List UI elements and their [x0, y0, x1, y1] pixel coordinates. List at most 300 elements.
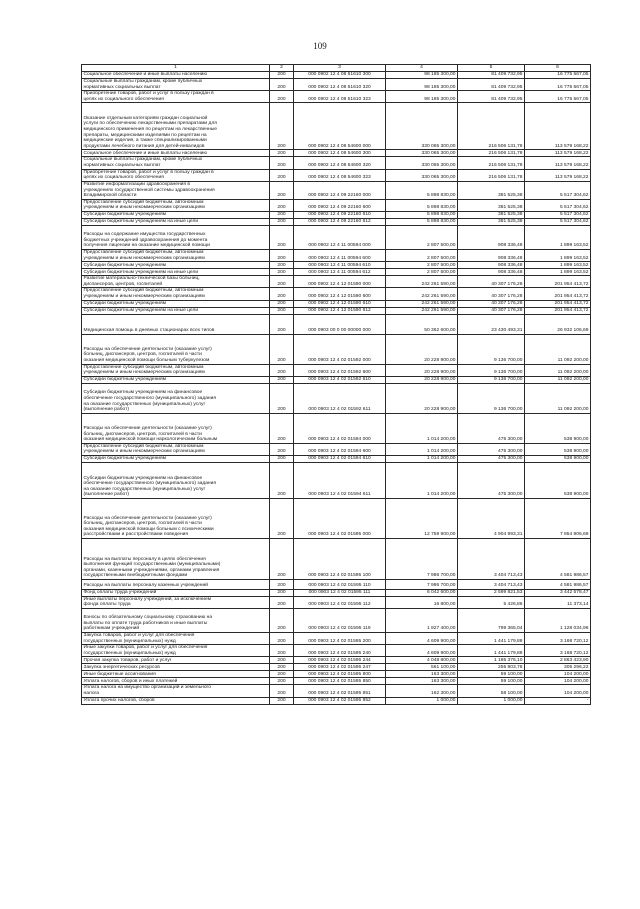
- unexecuted-amount-cell: 26 932 106,69: [525, 314, 591, 334]
- unexecuted-amount-cell: 3 168 720,12: [525, 633, 591, 645]
- classification-code-cell: 000 0903 12 4 02 01595 852: [294, 697, 386, 704]
- executed-amount-cell: 81 409 732,95: [458, 91, 525, 103]
- approved-amount-cell: 98 185 300,00: [386, 91, 458, 103]
- table-row: [82, 664, 591, 671]
- executed-amount-cell: 9 136 700,00: [458, 334, 525, 364]
- table-row: [82, 91, 591, 103]
- executed-amount-cell: 216 506 131,78: [458, 169, 525, 181]
- approved-amount-cell: 5 898 830,00: [386, 211, 458, 218]
- code-line-cell: 200: [270, 269, 294, 276]
- table-row: [82, 249, 591, 261]
- unexecuted-amount-cell: 104 200,00: [525, 678, 591, 685]
- unexecuted-amount-cell: 538 900,00: [525, 443, 591, 455]
- approved-amount-cell: 20 228 900,00: [386, 364, 458, 376]
- table-row: [82, 288, 591, 300]
- table-row: [82, 157, 591, 169]
- classification-code-cell: 000 0903 12 4 02 01595 247: [294, 664, 386, 671]
- executed-amount-cell: 40 307 176,28: [458, 288, 525, 300]
- executed-amount-cell: 5 426,86: [458, 596, 525, 608]
- unexecuted-amount-cell: 201 954 413,72: [525, 288, 591, 300]
- executed-amount-cell: 1 441 179,88: [458, 645, 525, 657]
- classification-code-cell: 000 0903 12 4 02 01595 110: [294, 579, 386, 589]
- item-name-cell: Предоставление субсидий бюджетным, автономным учреждениям и иным некоммерческим организациям: [82, 443, 270, 455]
- approved-amount-cell: 2 807 500,00: [386, 249, 458, 261]
- code-line-cell: 200: [270, 262, 294, 269]
- table-row: [82, 579, 591, 589]
- code-line-cell: 200: [270, 538, 294, 579]
- code-line-cell: 200: [270, 498, 294, 538]
- approved-amount-cell: 330 065 300,00: [386, 169, 458, 181]
- item-name-cell: Предоставление субсидий бюджетным, автономным учреждениям и иным некоммерческим организациям: [82, 364, 270, 376]
- table-row: [82, 538, 591, 579]
- approved-amount-cell: 2 807 500,00: [386, 262, 458, 269]
- executed-amount-cell: 59 100,00: [458, 671, 525, 678]
- item-name-cell: Субсидии бюджетным учреждениям на иные цели: [82, 307, 270, 314]
- unexecuted-amount-cell: 201 954 413,72: [525, 307, 591, 314]
- table-row: [82, 671, 591, 678]
- item-name-cell: Предоставление субсидий бюджетным, автономным учреждениям и иным некоммерческим организациям: [82, 249, 270, 261]
- classification-code-cell: 000 0902 12 4 09 22160 610: [294, 211, 386, 218]
- code-line-cell: 200: [270, 609, 294, 633]
- executed-amount-cell: 1 441 179,88: [458, 633, 525, 645]
- approved-amount-cell: 4 048 800,00: [386, 657, 458, 664]
- executed-amount-cell: 475 300,00: [458, 462, 525, 498]
- executed-amount-cell: 9 136 700,00: [458, 383, 525, 413]
- unexecuted-amount-cell: 113 579 168,22: [525, 169, 591, 181]
- classification-code-cell: 000 0903 12 4 02 01595 000: [294, 498, 386, 538]
- code-line-cell: 200: [270, 685, 294, 697]
- approved-amount-cell: 6 042 600,00: [386, 589, 458, 596]
- approved-amount-cell: 16 800,00: [386, 596, 458, 608]
- item-name-cell: Субсидии бюджетным учреждениям на иные цели: [82, 218, 270, 225]
- executed-amount-cell: 81 409 732,95: [458, 72, 525, 79]
- approved-amount-cell: 50 362 600,00: [386, 314, 458, 334]
- code-line-cell: 200: [270, 462, 294, 498]
- approved-amount-cell: 1 927 400,00: [386, 609, 458, 633]
- executed-amount-cell: 475 300,00: [458, 443, 525, 455]
- table-row: [82, 383, 591, 413]
- unexecuted-amount-cell: 1 128 034,96: [525, 609, 591, 633]
- approved-amount-cell: 5 898 830,00: [386, 181, 458, 199]
- unexecuted-amount-cell: 1 899 163,52: [525, 269, 591, 276]
- unexecuted-amount-cell: 201 954 413,72: [525, 300, 591, 307]
- classification-code-cell: 000 0903 12 4 02 01595 851: [294, 685, 386, 697]
- unexecuted-amount-cell: 16 775 567,05: [525, 91, 591, 103]
- item-name-cell: Предоставление субсидий бюджетным, автономным учреждениям и иным некоммерческим организациям: [82, 199, 270, 211]
- code-line-cell: 200: [270, 413, 294, 443]
- item-name-cell: Иные выплаты персоналу учреждений, за исключением фонда оплаты труда: [82, 596, 270, 608]
- unexecuted-amount-cell: 7 854 906,69: [525, 498, 591, 538]
- classification-code-cell: 000 0903 12 4 02 01592 610: [294, 376, 386, 383]
- table-row: [82, 199, 591, 211]
- item-name-cell: Социальные выплаты гражданам, кроме публичных нормативных социальных выплат: [82, 79, 270, 91]
- approved-amount-cell: 163 300,00: [386, 671, 458, 678]
- item-name-cell: Социальные выплаты гражданам, кроме публичных нормативных социальных выплат: [82, 157, 270, 169]
- item-name-cell: Уплата налога на имущество организаций и земельного налога: [82, 685, 270, 697]
- table-row: [82, 211, 591, 218]
- classification-code-cell: 000 0902 12 4 09 22160 600: [294, 199, 386, 211]
- code-line-cell: 200: [270, 72, 294, 79]
- classification-code-cell: 000 0903 12 4 02 01594 611: [294, 462, 386, 498]
- classification-code-cell: 000 0902 12 4 12 01590 600: [294, 288, 386, 300]
- item-name-cell: Закупка товаров, работ и услуг для обеспечения государственных (муниципальных) нужд: [82, 633, 270, 645]
- table-row: [82, 269, 591, 276]
- approved-amount-cell: 330 065 300,00: [386, 103, 458, 150]
- approved-amount-cell: 242 261 590,00: [386, 307, 458, 314]
- executed-amount-cell: 58 100,00: [458, 685, 525, 697]
- item-name-cell: Субсидии бюджетным учреждениям на финансовое обеспечение государственного (муниципального) задания на оказание государственных (муниципальных) услуг (выполнение работ): [82, 383, 270, 413]
- table-row: [82, 72, 591, 79]
- unexecuted-amount-cell: 2 863 423,90: [525, 657, 591, 664]
- executed-amount-cell: 216 506 131,78: [458, 157, 525, 169]
- classification-code-cell: 000 0902 12 4 12 01590 610: [294, 300, 386, 307]
- item-name-cell: Субсидии бюджетным учреждениям: [82, 455, 270, 462]
- table-row: [82, 657, 591, 664]
- unexecuted-amount-cell: 11 092 200,00: [525, 383, 591, 413]
- item-name-cell: Приобретение товаров, работ и услуг в пользу граждан в целях их социального обеспечения: [82, 169, 270, 181]
- table-row: [82, 697, 591, 704]
- budget-table-body: [82, 65, 591, 705]
- executed-amount-cell: 908 336,48: [458, 225, 525, 249]
- approved-amount-cell: 1 014 200,00: [386, 413, 458, 443]
- code-line-cell: 200: [270, 383, 294, 413]
- approved-amount-cell: 5 898 830,00: [386, 218, 458, 225]
- header-cell-3: 3: [294, 65, 386, 72]
- approved-amount-cell: 12 759 900,00: [386, 498, 458, 538]
- executed-amount-cell: 908 336,48: [458, 249, 525, 261]
- unexecuted-amount-cell: 305 296,22: [525, 664, 591, 671]
- header-cell-6: 6: [525, 65, 591, 72]
- executed-amount-cell: 40 307 176,28: [458, 276, 525, 288]
- code-line-cell: 200: [270, 199, 294, 211]
- unexecuted-amount-cell: 4 581 986,57: [525, 538, 591, 579]
- unexecuted-amount-cell: 5 517 304,62: [525, 211, 591, 218]
- executed-amount-cell: 81 409 732,95: [458, 79, 525, 91]
- item-name-cell: Расходы на содержание имущества государственных бюджетных учреждений здравоохранения до момента получения лицензии на оказание медицинской помощи: [82, 225, 270, 249]
- item-name-cell: Уплата налогов, сборов и иных платежей: [82, 678, 270, 685]
- unexecuted-amount-cell: 11 092 200,00: [525, 364, 591, 376]
- item-name-cell: Социальное обеспечение и иные выплаты населению: [82, 72, 270, 79]
- code-line-cell: 200: [270, 596, 294, 608]
- executed-amount-cell: 475 300,00: [458, 413, 525, 443]
- table-row: [82, 79, 591, 91]
- classification-code-cell: 000 0903 12 4 02 01594 000: [294, 413, 386, 443]
- code-line-cell: 200: [270, 455, 294, 462]
- table-row: [82, 169, 591, 181]
- approved-amount-cell: 20 228 900,00: [386, 383, 458, 413]
- classification-code-cell: 000 0902 12 4 11 00594 612: [294, 269, 386, 276]
- classification-code-cell: 000 0903 12 4 02 01592 600: [294, 364, 386, 376]
- executed-amount-cell: 1 185 376,10: [458, 657, 525, 664]
- table-row: [82, 678, 591, 685]
- code-line-cell: 200: [270, 79, 294, 91]
- table-header-row: [82, 65, 591, 72]
- code-line-cell: 200: [270, 211, 294, 218]
- classification-code-cell: 000 0903 12 4 02 01594 610: [294, 455, 386, 462]
- classification-code-cell: 000 0902 12 4 08 54600 300: [294, 150, 386, 157]
- classification-code-cell: 000 0903 12 4 02 01595 240: [294, 645, 386, 657]
- code-line-cell: 200: [270, 645, 294, 657]
- classification-code-cell: 000 0903 12 4 02 01595 850: [294, 678, 386, 685]
- item-name-cell: Расходы на обеспечение деятельности (оказание услуг) больниц, диспансеров, центров, госпиталей в части оказания медицинской помощи больным туберкулезом: [82, 334, 270, 364]
- approved-amount-cell: 4 609 900,00: [386, 645, 458, 657]
- classification-code-cell: 000 0902 12 4 08 54600 000: [294, 103, 386, 150]
- item-name-cell: Субсидии бюджетным учреждениям: [82, 262, 270, 269]
- item-name-cell: Уплата прочих налогов, сборов: [82, 697, 270, 704]
- table-row: [82, 218, 591, 225]
- code-line-cell: 200: [270, 664, 294, 671]
- approved-amount-cell: 163 300,00: [386, 678, 458, 685]
- unexecuted-amount-cell: 5 517 304,62: [525, 181, 591, 199]
- code-line-cell: 200: [270, 307, 294, 314]
- table-row: [82, 334, 591, 364]
- unexecuted-amount-cell: 3 168 720,12: [525, 645, 591, 657]
- approved-amount-cell: 2 807 500,00: [386, 269, 458, 276]
- table-row: [82, 645, 591, 657]
- unexecuted-amount-cell: 11 092 200,00: [525, 334, 591, 364]
- approved-amount-cell: 330 065 300,00: [386, 157, 458, 169]
- item-name-cell: Расходы на выплаты персоналу в целях обеспечения выполнения функций государственными (муниципальными) органами, казенными учреждениями, органами управления государственными внебюджетными фондами: [82, 538, 270, 579]
- code-line-cell: 200: [270, 443, 294, 455]
- code-line-cell: 200: [270, 181, 294, 199]
- table-row: [82, 314, 591, 334]
- unexecuted-amount-cell: 113 579 168,22: [525, 103, 591, 150]
- table-row: [82, 181, 591, 199]
- header-cell-4: 4: [386, 65, 458, 72]
- table-row: [82, 225, 591, 249]
- classification-code-cell: 000 0903 12 4 02 01592 000: [294, 334, 386, 364]
- unexecuted-amount-cell: 16 775 567,05: [525, 79, 591, 91]
- code-line-cell: 200: [270, 589, 294, 596]
- classification-code-cell: 000 0902 12 4 09 22160 000: [294, 181, 386, 199]
- approved-amount-cell: 1 000,00: [386, 697, 458, 704]
- classification-code-cell: 000 0903 12 4 02 01594 600: [294, 443, 386, 455]
- header-cell-2: 2: [270, 65, 294, 72]
- classification-code-cell: 000 0903 00 0 00 00000 000: [294, 314, 386, 334]
- table-row: [82, 300, 591, 307]
- code-line-cell: 200: [270, 249, 294, 261]
- classification-code-cell: 000 0902 12 4 08 51610 320: [294, 79, 386, 91]
- table-row: [82, 633, 591, 645]
- code-line-cell: 200: [270, 276, 294, 288]
- unexecuted-amount-cell: 113 579 168,22: [525, 157, 591, 169]
- executed-amount-cell: 475 300,00: [458, 455, 525, 462]
- header-cell-1: 1: [82, 65, 270, 72]
- unexecuted-amount-cell: -: [525, 697, 591, 704]
- classification-code-cell: 000 0902 12 4 12 01590 612: [294, 307, 386, 314]
- item-name-cell: Развитие информатизации здравоохранения в учреждениях государственной системы здравоохранения Владимирской области: [82, 181, 270, 199]
- code-line-cell: 200: [270, 376, 294, 383]
- table-row: [82, 589, 591, 596]
- executed-amount-cell: 40 307 176,28: [458, 307, 525, 314]
- unexecuted-amount-cell: 11 373,14: [525, 596, 591, 608]
- table-row: [82, 276, 591, 288]
- unexecuted-amount-cell: 538 900,00: [525, 455, 591, 462]
- table-row: [82, 413, 591, 443]
- executed-amount-cell: 381 525,38: [458, 218, 525, 225]
- code-line-cell: 200: [270, 657, 294, 664]
- item-name-cell: Прочая закупка товаров, работ и услуг: [82, 657, 270, 664]
- unexecuted-amount-cell: 538 900,00: [525, 462, 591, 498]
- item-name-cell: Развитие материально-технической базы больниц, диспансеров, центров, госпиталей: [82, 276, 270, 288]
- table-row: [82, 307, 591, 314]
- approved-amount-cell: 20 228 900,00: [386, 334, 458, 364]
- unexecuted-amount-cell: 1 899 163,52: [525, 225, 591, 249]
- classification-code-cell: 000 0902 12 4 11 00594 610: [294, 262, 386, 269]
- executed-amount-cell: 9 136 700,00: [458, 376, 525, 383]
- classification-code-cell: 000 0903 12 4 02 01595 111: [294, 589, 386, 596]
- executed-amount-cell: 59 100,00: [458, 678, 525, 685]
- code-line-cell: 200: [270, 334, 294, 364]
- classification-code-cell: 000 0903 12 4 02 01595 244: [294, 657, 386, 664]
- approved-amount-cell: 2 807 500,00: [386, 225, 458, 249]
- table-row: [82, 150, 591, 157]
- classification-code-cell: 000 0903 12 4 02 01595 100: [294, 538, 386, 579]
- table-row: [82, 103, 591, 150]
- unexecuted-amount-cell: 538 900,00: [525, 413, 591, 443]
- item-name-cell: Субсидии бюджетным учреждениям: [82, 211, 270, 218]
- item-name-cell: Иные бюджетные ассигнования: [82, 671, 270, 678]
- unexecuted-amount-cell: 104 200,00: [525, 671, 591, 678]
- item-name-cell: Субсидии бюджетным учреждениям: [82, 376, 270, 383]
- code-line-cell: 200: [270, 157, 294, 169]
- page-number: 109: [313, 41, 327, 51]
- code-line-cell: 200: [270, 364, 294, 376]
- executed-amount-cell: 23 430 493,31: [458, 314, 525, 334]
- unexecuted-amount-cell: 5 517 304,62: [525, 199, 591, 211]
- code-line-cell: 200: [270, 633, 294, 645]
- executed-amount-cell: 3 404 713,43: [458, 538, 525, 579]
- unexecuted-amount-cell: 11 092 200,00: [525, 376, 591, 383]
- item-name-cell: Расходы на обеспечение деятельности (оказание услуг) больниц, диспансеров, центров, госпиталей в части оказания медицинской помощи наркологическим больным: [82, 413, 270, 443]
- approved-amount-cell: 561 100,00: [386, 664, 458, 671]
- classification-code-cell: 000 0903 12 4 02 01592 611: [294, 383, 386, 413]
- executed-amount-cell: 381 525,38: [458, 211, 525, 218]
- header-cell-5: 5: [458, 65, 525, 72]
- code-line-cell: 200: [270, 150, 294, 157]
- unexecuted-amount-cell: 1 899 163,52: [525, 262, 591, 269]
- table-row: [82, 609, 591, 633]
- classification-code-cell: 000 0902 12 4 12 01590 000: [294, 276, 386, 288]
- table-row: [82, 455, 591, 462]
- executed-amount-cell: 799 365,04: [458, 609, 525, 633]
- item-name-cell: Иные закупки товаров, работ и услуг для обеспечения государственных (муниципальных) нужд: [82, 645, 270, 657]
- classification-code-cell: 000 0903 12 4 02 01595 800: [294, 671, 386, 678]
- code-line-cell: 200: [270, 91, 294, 103]
- classification-code-cell: 000 0902 12 4 11 00594 600: [294, 249, 386, 261]
- code-line-cell: 200: [270, 678, 294, 685]
- item-name-cell: Субсидии бюджетным учреждениям на иные цели: [82, 269, 270, 276]
- approved-amount-cell: 162 300,00: [386, 685, 458, 697]
- executed-amount-cell: 908 336,48: [458, 269, 525, 276]
- table-row: [82, 443, 591, 455]
- executed-amount-cell: 9 136 700,00: [458, 364, 525, 376]
- unexecuted-amount-cell: 5 517 304,62: [525, 218, 591, 225]
- code-line-cell: 200: [270, 288, 294, 300]
- item-name-cell: Приобретение товаров, работ и услуг в пользу граждан в целях их социального обеспечения: [82, 91, 270, 103]
- table-row: [82, 376, 591, 383]
- item-name-cell: Медицинская помощь в дневных стационарах всех типов: [82, 314, 270, 334]
- approved-amount-cell: 20 228 900,00: [386, 376, 458, 383]
- classification-code-cell: 000 0903 12 4 02 01595 112: [294, 596, 386, 608]
- classification-code-cell: 000 0902 12 4 08 54600 320: [294, 157, 386, 169]
- table-row: [82, 498, 591, 538]
- table-row: [82, 262, 591, 269]
- item-name-cell: Предоставление субсидий бюджетным, автономным учреждениям и иным некоммерческим организациям: [82, 288, 270, 300]
- executed-amount-cell: 216 506 131,78: [458, 150, 525, 157]
- unexecuted-amount-cell: 4 581 986,57: [525, 579, 591, 589]
- executed-amount-cell: 4 904 993,31: [458, 498, 525, 538]
- executed-amount-cell: 381 525,38: [458, 199, 525, 211]
- unexecuted-amount-cell: 16 775 567,05: [525, 72, 591, 79]
- unexecuted-amount-cell: 104 200,00: [525, 685, 591, 697]
- item-name-cell: Расходы на выплаты персоналу казенных учреждений: [82, 579, 270, 589]
- item-name-cell: Закупка энергетических ресурсов: [82, 664, 270, 671]
- classification-code-cell: 000 0902 12 4 09 22160 612: [294, 218, 386, 225]
- code-line-cell: 200: [270, 169, 294, 181]
- approved-amount-cell: 98 185 300,00: [386, 72, 458, 79]
- executed-amount-cell: 3 404 713,43: [458, 579, 525, 589]
- approved-amount-cell: 7 986 700,00: [386, 579, 458, 589]
- table-row: [82, 364, 591, 376]
- classification-code-cell: 000 0902 12 4 11 00594 000: [294, 225, 386, 249]
- classification-code-cell: 000 0903 12 4 02 01595 200: [294, 633, 386, 645]
- unexecuted-amount-cell: 3 442 578,47: [525, 589, 591, 596]
- code-line-cell: 200: [270, 697, 294, 704]
- code-line-cell: 200: [270, 579, 294, 589]
- approved-amount-cell: 242 261 590,00: [386, 288, 458, 300]
- approved-amount-cell: 242 261 590,00: [386, 300, 458, 307]
- approved-amount-cell: 1 014 200,00: [386, 462, 458, 498]
- item-name-cell: Расходы на обеспечение деятельности (оказание услуг) больниц, диспансеров, центров, госпиталей в части оказания медицинской помощи больным с психическими расстройствами и расстройствами поведения: [82, 498, 270, 538]
- code-line-cell: 200: [270, 300, 294, 307]
- code-line-cell: 200: [270, 225, 294, 249]
- approved-amount-cell: 242 261 590,00: [386, 276, 458, 288]
- approved-amount-cell: 4 609 900,00: [386, 633, 458, 645]
- table-row: [82, 596, 591, 608]
- code-line-cell: 200: [270, 103, 294, 150]
- approved-amount-cell: 1 014 200,00: [386, 455, 458, 462]
- item-name-cell: Фонд оплаты труда учреждений: [82, 589, 270, 596]
- item-name-cell: Социальное обеспечение и иные выплаты населению: [82, 150, 270, 157]
- executed-amount-cell: 1 000,00: [458, 697, 525, 704]
- item-name-cell: Субсидии бюджетным учреждениям на финансовое обеспечение государственного (муниципального) задания на оказание государственных (муниципальных) услуг (выполнение работ): [82, 462, 270, 498]
- budget-table: [81, 64, 591, 705]
- executed-amount-cell: 381 525,38: [458, 181, 525, 199]
- approved-amount-cell: 98 185 300,00: [386, 79, 458, 91]
- code-line-cell: 200: [270, 314, 294, 334]
- item-name-cell: Оказание отдельным категориям граждан социальной услуги по обеспечению лекарственными препаратами для медицинского применения по рецептам на лекарственные препараты, медицинскими изделиями по рецептам на медицинские изделия, а также специализированными продуктами лечебного питания для детей-инвалидов: [82, 103, 270, 150]
- executed-amount-cell: 40 307 176,28: [458, 300, 525, 307]
- approved-amount-cell: 7 986 700,00: [386, 538, 458, 579]
- code-line-cell: 200: [270, 218, 294, 225]
- classification-code-cell: 000 0903 12 4 02 01595 119: [294, 609, 386, 633]
- approved-amount-cell: 330 065 300,00: [386, 150, 458, 157]
- executed-amount-cell: 908 336,48: [458, 262, 525, 269]
- unexecuted-amount-cell: 201 954 413,72: [525, 276, 591, 288]
- executed-amount-cell: 2 599 821,53: [458, 589, 525, 596]
- executed-amount-cell: 255 803,78: [458, 664, 525, 671]
- unexecuted-amount-cell: 1 899 163,52: [525, 249, 591, 261]
- table-row: [82, 685, 591, 697]
- approved-amount-cell: 1 014 200,00: [386, 443, 458, 455]
- item-name-cell: Взносы по обязательному социальному страхованию на выплаты по оплате труда работников и иные выплаты работникам учреждений: [82, 609, 270, 633]
- table-row: [82, 462, 591, 498]
- classification-code-cell: 000 0902 12 4 08 51610 300: [294, 72, 386, 79]
- item-name-cell: Субсидии бюджетным учреждениям: [82, 300, 270, 307]
- approved-amount-cell: 5 898 830,00: [386, 199, 458, 211]
- classification-code-cell: 000 0902 12 4 08 51610 323: [294, 91, 386, 103]
